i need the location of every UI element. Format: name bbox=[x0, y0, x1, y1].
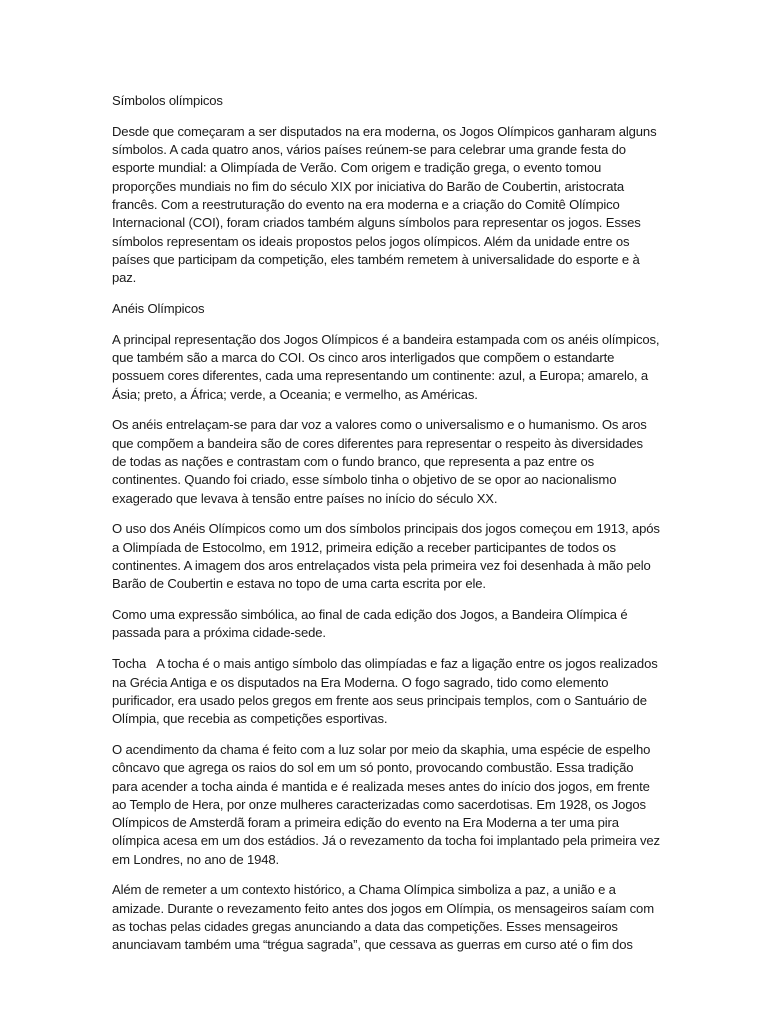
torch-paragraph-1-text: A tocha é o mais antigo símbolo das olimpíadas e faz a ligação entre os jogos realizados na Grécia Antiga e os disputados na Era Moderna. O fogo sagrado, tido como elemento purificador, era usado pelos gregos em frente aos seus principais templos, com o Santuário de Olímpia, que recebia as competições esportivas. bbox=[112, 656, 658, 727]
rings-paragraph-2: Os anéis entrelaçam-se para dar voz a valores como o universalismo e o humanismo. Os aros que compõem a bandeira são de cores diferentes para representar o respeito às diversidades de todas as nações e contrastam com o fundo branco, que representa a paz entre os continentes. Quando foi criado, esse símbolo tinha o objetivo de se opor ao nacionalismo exagerado que levava à tensão entre países no início do século XX. bbox=[112, 417, 647, 506]
torch-paragraph-2: O acendimento da chama é feito com a luz solar por meio da skaphia, uma espécie de espelho côncavo que agrega os raios do sol em um só ponto, provocando combustão. Essa tradição para acender a tocha ainda é mantida e é realizada meses antes do início dos jogos, em frente ao Templo de Hera, por onze mulheres caracterizadas como sacerdotisas. Em 1928, os Jogos Olímpicos de Amsterdã foram a primeira edição do evento na Era Moderna a ter uma pira olímpica acesa em um dos estádios. Já o revezamento da tocha foi implantado pela primeira vez em Londres, no ano de 1948. bbox=[112, 741, 660, 867]
torch-paragraph-3: Além de remeter a um contexto histórico, a Chama Olímpica simboliza a paz, a união e a amizade. Durante o revezamento feito antes dos jogos em Olímpia, os mensageiros saíam com as tochas pelas cidades gregas anunciando a data das competições. Esses mensageiros anunciavam também uma “trégua sagrada”, que cessava as guerras em curso até o fim dos bbox=[112, 882, 654, 953]
rings-paragraph-4: Como uma expressão simbólica, ao final de cada edição dos Jogos, a Bandeira Olímpica é passada para a próxima cidade-sede. bbox=[112, 607, 628, 641]
document-page bbox=[112, 92, 660, 967]
torch-paragraph-1 bbox=[112, 655, 660, 728]
rings-paragraph-1: A principal representação dos Jogos Olímpicos é a bandeira estampada com os anéis olímpicos, que também são a marca do COI. Os cinco aros interligados que compõem o estandarte possuem cores diferentes, cada uma representando um continente: azul, a Europa; amarelo, a Ásia; preto, a África; verde, a Oceania; e vermelho, as Américas. bbox=[112, 331, 660, 402]
torch-heading: Tocha bbox=[112, 656, 147, 672]
document-title: Símbolos olímpicos bbox=[112, 93, 223, 108]
intro-paragraph: Desde que começaram a ser disputados na era moderna, os Jogos Olímpicos ganharam alguns símbolos. A cada quatro anos, vários países reúnem-se para celebrar uma grande festa do esporte mundial: a Olimpíada de Verão. Com origem e tradição grega, o evento tomou proporções mundiais no fim do século XIX por iniciativa do Barão de Coubertin, aristocrata francês. Com a reestruturação do evento na era moderna e a criação do Comitê Olímpico Internacional (COI), foram criados também alguns símbolos para representar os jogos. Esses símbolos representam os ideais propostos pelos jogos olímpicos. Além da unidade entre os países que participam da competição, eles também remetem à universalidade do esporte e à paz. bbox=[112, 123, 657, 286]
rings-heading: Anéis Olímpicos bbox=[112, 300, 205, 316]
rings-paragraph-3: O uso dos Anéis Olímpicos como um dos símbolos principais dos jogos começou em 1913, após a Olimpíada de Estocolmo, em 1912, primeira edição a receber participantes de todos os continentes. A imagem dos aros entrelaçados vista pela primeira vez foi desenhada à mão pelo Barão de Coubertin e estava no topo de uma carta escrita por ele. bbox=[112, 521, 660, 592]
